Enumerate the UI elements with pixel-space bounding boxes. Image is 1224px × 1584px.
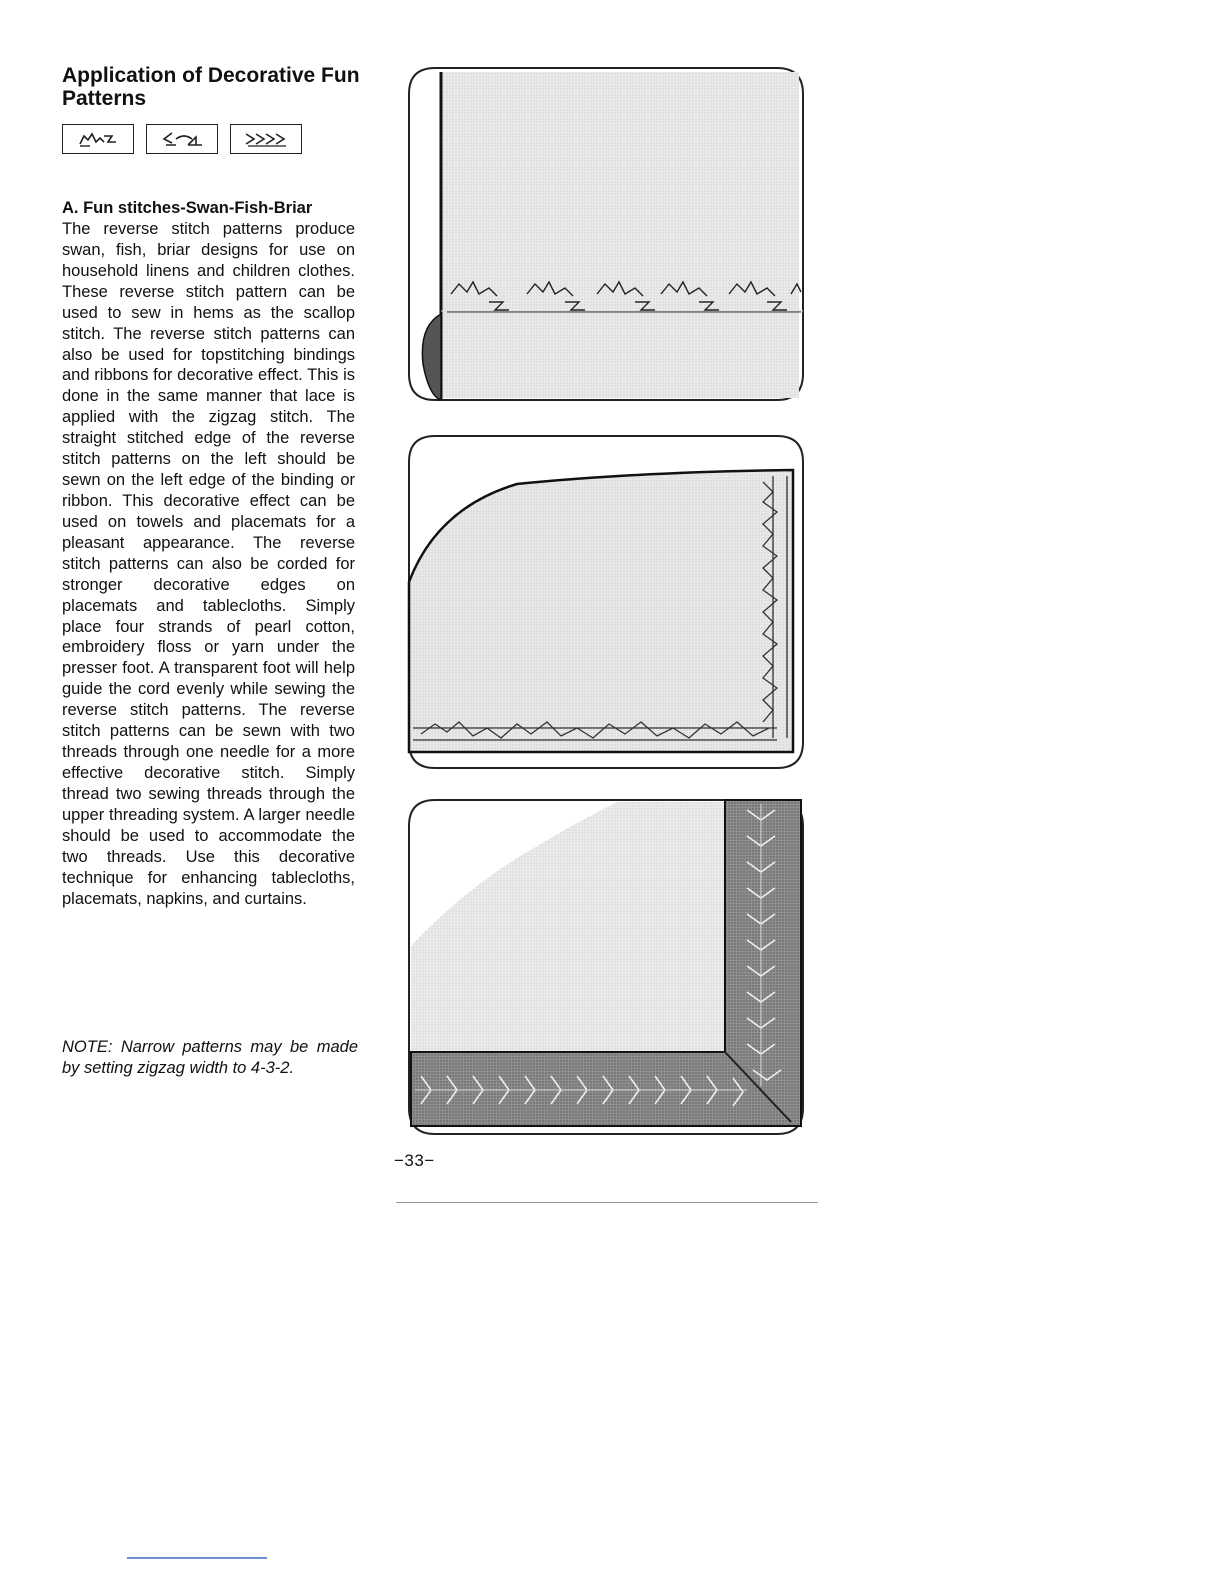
- fish-stitch-icon: [146, 124, 218, 154]
- page-divider-rule: [396, 1202, 818, 1203]
- pattern-icon-row: [62, 124, 302, 154]
- briar-stitch-icon: [230, 124, 302, 154]
- page-title: Application of Decorative Fun Patterns: [62, 64, 360, 110]
- swan-stitch-icon: [62, 124, 134, 154]
- page-number: −33−: [394, 1151, 435, 1170]
- body-paragraph: The reverse stitch patterns produce swan, fish, briar designs for use on household linens and children clothes. These reverse stitch pattern can be used to sew in hems as the scallop stitch. The reverse stitch patterns can also be used for topstitching bindings and ribbons for decorative effect. This is done in the same manner that lace is applied with the zigzag stitch. The straight stitched edge of the reverse stitch patterns on the left should be sewn on the left edge of the binding or ribbon. This decorative effect can be used on towels and placemats for a pleasant appearance. The reverse stitch patterns can also be corded for stronger decorative edges on placemats and tablecloths. Simply place four strands of pearl cotton, embroidery floss or yarn under the presser foot. A transparent foot will help guide the cord evenly while sewing the reverse stitch patterns. The reverse stitch patterns can be sewn with two threads through one needle for a more effective decorative stitch. Simply thread two sewing threads through the upper threading system. A larger needle should be used to accommodate the two threads. Use this decorative technique for enhancing tablecloths, placemats, napkins, and curtains.: [62, 220, 355, 908]
- footer-link-rule: [127, 1557, 267, 1559]
- tablecloth-border-stitch-illustration: [407, 796, 805, 1138]
- note-paragraph: NOTE: Narrow patterns may be made by setting zigzag width to 4-3-2.: [62, 1038, 358, 1077]
- hem-swan-stitch-illustration: [407, 64, 805, 404]
- placemat-corner-stitch-illustration: [407, 432, 805, 772]
- section-heading: A. Fun stitches-Swan-Fish-Briar: [62, 199, 313, 217]
